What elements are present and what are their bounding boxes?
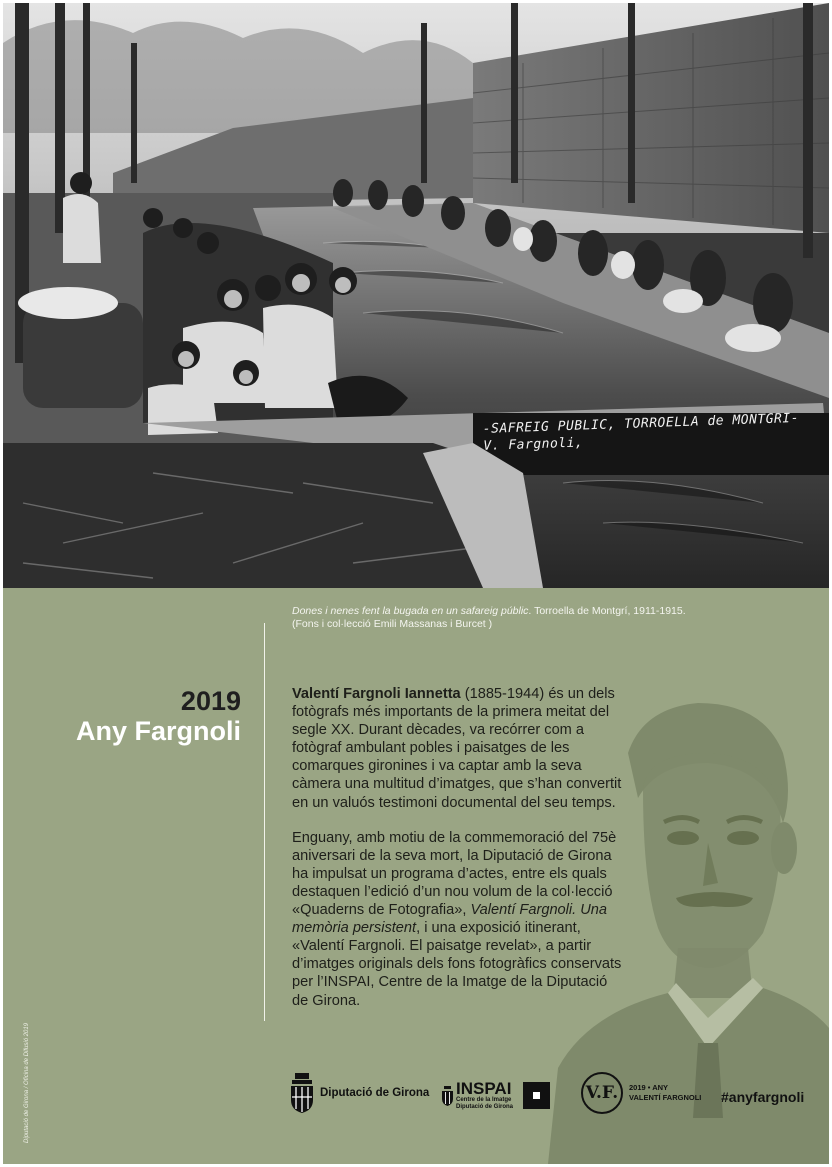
inspai-emblem-icon — [442, 1086, 453, 1106]
any-fargnoli-logo — [581, 1072, 701, 1114]
print-credit: Diputació de Girona / Oficina de Difusió 2019 — [24, 1022, 30, 1143]
inspai-square-icon — [523, 1082, 550, 1109]
caption-title: Dones i nenes fent la bugada en un safareig públic — [292, 605, 529, 617]
inscription-line-1: -SAFREIG PUBLIC, TORROELLA de MONTGRI- — [482, 410, 800, 437]
paragraph-2 — [292, 829, 622, 1010]
caption-source: (Fons i col·lecció Emili Massanas i Burcet ) — [292, 617, 493, 630]
heading-year: 2019 — [180, 686, 241, 716]
caption-place-date: . Torroella de Montgrí, 1911-1915. — [528, 605, 686, 617]
hashtag: #anyfargnoli — [721, 1089, 805, 1105]
inspai-subtitle-1: Centre de la Imatge — [456, 1097, 512, 1103]
inscription-line-2: V. Fargnoli, — [483, 435, 584, 454]
info-panel — [3, 588, 829, 1164]
photographer-dates: (1885-1944) — [460, 686, 545, 702]
heading-title: Any Fargnoli — [75, 716, 241, 746]
diputacio-emblem-icon — [289, 1073, 315, 1113]
diputacio-logo — [289, 1073, 429, 1113]
paragraph-1 — [292, 685, 622, 812]
book-title: Valentí Fargnoli. Una memòria persistent — [292, 902, 608, 937]
vf-monogram-icon: V.F. — [581, 1072, 623, 1114]
historic-photo — [3, 3, 829, 588]
inspai-name: INSPAI — [456, 1079, 512, 1098]
paragraph-2-text-b: , i una exposició itinerant, «Valentí Fargnoli. El paisatge revelat», a partir d’imatges originals dels fons fotogràfics conservats per l’INSPAI, Centre de la Imatge de la Diputació de Girona. — [292, 920, 622, 1009]
photo-caption — [292, 605, 732, 630]
paragraph-2-text-a: Enguany, amb motiu de la commemoració del 75è aniversari de la seva mort, la Diputació de Girona ha impulsat un programa d’actes, entre els quals destaquen l’edició d’un nou volum de la col·lecció «Quaderns de Fotografia», — [292, 829, 617, 919]
photographer-name: Valentí Fargnoli Iannetta — [292, 686, 461, 702]
diputacio-logo-text: Diputació de Girona — [320, 1087, 430, 1099]
vertical-divider — [264, 623, 265, 1021]
vf-logo-line-2: VALENTÍ FARGNOLI — [629, 1093, 702, 1102]
inspai-logo — [442, 1080, 550, 1111]
paragraph-1-text: és un dels fotògrafs més importants de la primera meitat del segle XX. Durant dècades, va recórrer com a fotògraf ambulant pobles i paisatges de les comarques gironines i va captar amb la seva càmera una multitud d’imatges, que s’han convertit en un valuós testimoni documental del seu temps. — [292, 686, 622, 811]
vf-logo-line-1: 2019 • ANY — [629, 1083, 669, 1092]
photo-illustration — [3, 3, 829, 588]
inspai-subtitle-2: Diputació de Girona — [456, 1104, 514, 1110]
body-text — [292, 685, 622, 1010]
